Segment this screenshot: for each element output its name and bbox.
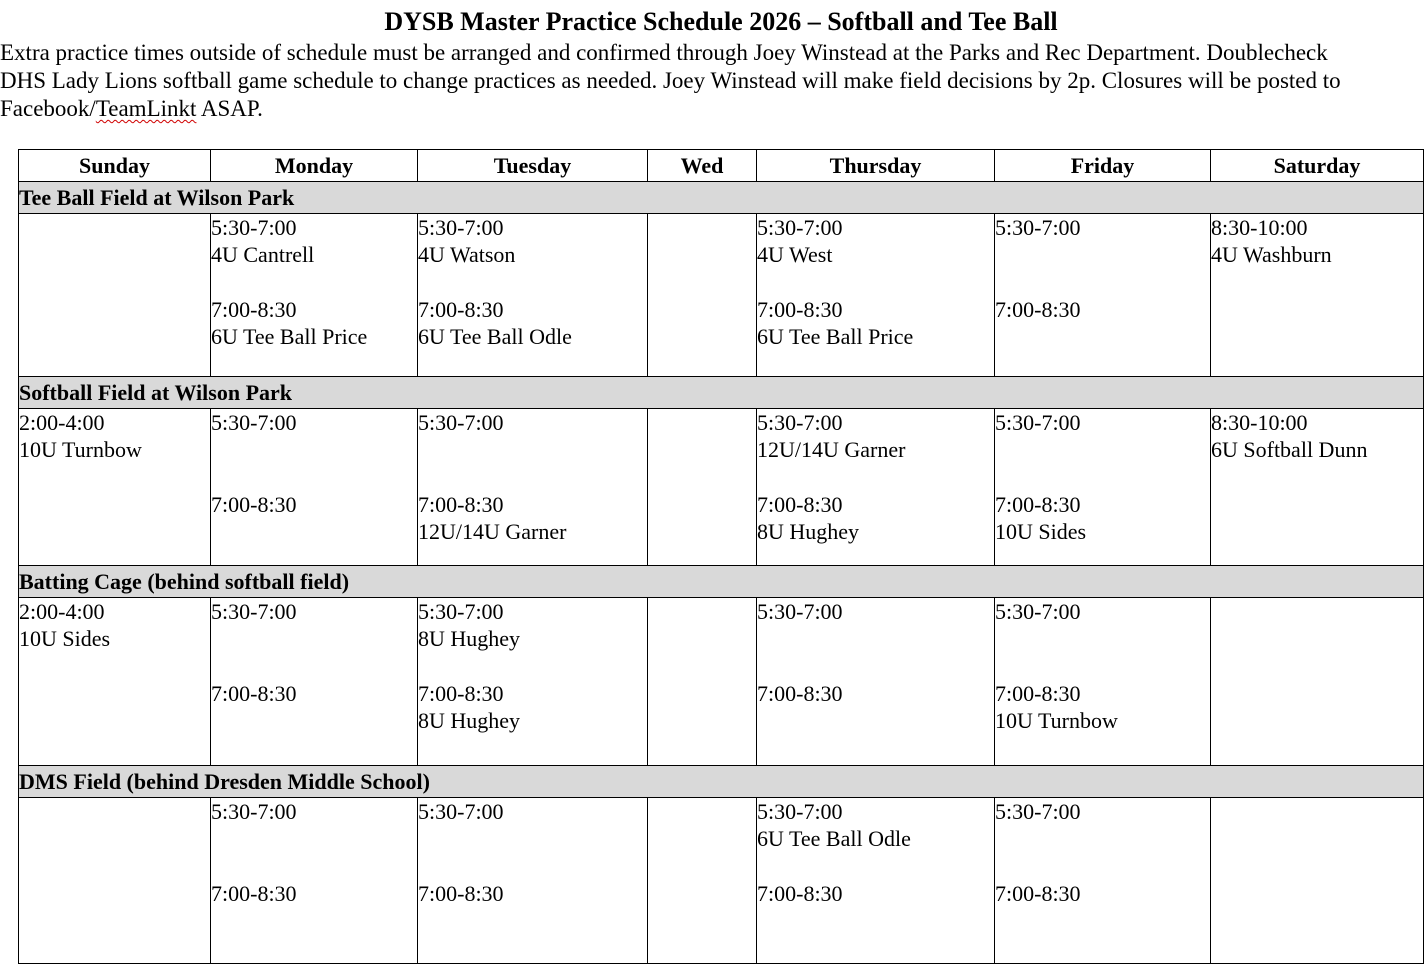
day-cell xyxy=(757,798,995,964)
practice-slot xyxy=(995,598,1210,652)
day-cell xyxy=(418,409,648,566)
practice-time: 7:00-8:30 xyxy=(995,297,1081,322)
intro-text: Facebook/ xyxy=(0,96,96,121)
practice-team xyxy=(211,436,417,463)
practice-time: 7:00-8:30 xyxy=(211,492,297,517)
practice-time: 5:30-7:00 xyxy=(995,799,1081,824)
schedule-table xyxy=(18,149,1424,964)
day-cell xyxy=(19,214,211,377)
practice-time: 7:00-8:30 xyxy=(211,297,297,322)
day-cell xyxy=(418,214,648,377)
day-cell xyxy=(211,409,418,566)
practice-time: 5:30-7:00 xyxy=(757,599,843,624)
practice-time: 7:00-8:30 xyxy=(757,681,843,706)
practice-team xyxy=(211,907,417,934)
day-header-row xyxy=(19,150,1424,182)
day-cell xyxy=(757,214,995,377)
practice-team: 4U West xyxy=(757,242,833,267)
day-header: Friday xyxy=(995,150,1211,182)
day-cell xyxy=(418,798,648,964)
practice-time: 5:30-7:00 xyxy=(211,799,297,824)
practice-time: 5:30-7:00 xyxy=(211,215,297,240)
practice-team: 10U Turnbow xyxy=(995,708,1118,733)
practice-slot xyxy=(757,491,994,545)
day-cell xyxy=(648,798,757,964)
practice-team: 6U Tee Ball Price xyxy=(211,324,368,349)
practice-team xyxy=(995,625,1210,652)
practice-slot xyxy=(757,680,994,734)
practice-time: 7:00-8:30 xyxy=(418,681,504,706)
day-cell xyxy=(1211,409,1424,566)
practice-slot xyxy=(757,880,994,934)
practice-team: 4U Watson xyxy=(418,242,516,267)
day-cell xyxy=(211,214,418,377)
practice-team: 8U Hughey xyxy=(418,626,521,651)
practice-slot xyxy=(418,491,647,545)
practice-team xyxy=(757,625,994,652)
practice-slot xyxy=(211,214,417,268)
practice-slot xyxy=(995,880,1210,934)
field-section-title: Softball Field at Wilson Park xyxy=(19,377,1424,409)
day-cell xyxy=(995,598,1211,766)
practice-team xyxy=(995,323,1210,350)
practice-time: 2:00-4:00 xyxy=(19,410,105,435)
field-section-title: Batting Cage (behind softball field) xyxy=(19,566,1424,598)
practice-slot xyxy=(19,409,210,463)
day-header: Thursday xyxy=(757,150,995,182)
practice-slot xyxy=(995,409,1210,463)
practice-team: 6U Tee Ball Odle xyxy=(757,826,911,851)
practice-team: 12U/14U Garner xyxy=(418,519,567,544)
practice-slot xyxy=(995,296,1210,350)
practice-time: 5:30-7:00 xyxy=(418,215,504,240)
schedule-row xyxy=(19,798,1424,964)
day-cell xyxy=(418,598,648,766)
practice-slot xyxy=(418,214,647,268)
practice-slot xyxy=(211,798,417,852)
practice-team xyxy=(211,707,417,734)
practice-time: 8:30-10:00 xyxy=(1211,410,1308,435)
day-cell xyxy=(1211,798,1424,964)
practice-slot xyxy=(418,880,647,934)
practice-time: 7:00-8:30 xyxy=(211,881,297,906)
practice-team: 10U Sides xyxy=(995,519,1087,544)
day-cell xyxy=(1211,598,1424,766)
day-cell xyxy=(211,598,418,766)
practice-time: 5:30-7:00 xyxy=(995,410,1081,435)
day-cell xyxy=(211,798,418,964)
practice-time: 5:30-7:00 xyxy=(757,215,843,240)
practice-slot xyxy=(418,680,647,734)
practice-time: 5:30-7:00 xyxy=(757,410,843,435)
practice-slot xyxy=(19,598,210,652)
day-header: Monday xyxy=(211,150,418,182)
practice-team xyxy=(418,436,647,463)
practice-slot xyxy=(757,214,994,268)
practice-team: 10U Turnbow xyxy=(19,437,142,462)
section-header-row xyxy=(19,566,1424,598)
schedule-row xyxy=(19,214,1424,377)
practice-team: 10U Sides xyxy=(19,626,111,651)
practice-time: 7:00-8:30 xyxy=(995,881,1081,906)
practice-slot xyxy=(1211,214,1423,268)
practice-slot xyxy=(995,798,1210,852)
practice-time: 5:30-7:00 xyxy=(418,799,504,824)
practice-time: 7:00-8:30 xyxy=(418,297,504,322)
day-cell xyxy=(648,598,757,766)
practice-team xyxy=(418,825,647,852)
day-header: Sunday xyxy=(19,150,211,182)
day-cell xyxy=(995,409,1211,566)
practice-time: 2:00-4:00 xyxy=(19,599,105,624)
intro-text: ASAP. xyxy=(196,96,263,121)
practice-slot xyxy=(995,214,1210,268)
intro-line xyxy=(0,95,1428,123)
practice-team: 8U Hughey xyxy=(757,519,860,544)
practice-slot xyxy=(211,598,417,652)
practice-slot xyxy=(418,296,647,350)
day-cell xyxy=(648,214,757,377)
practice-time: 5:30-7:00 xyxy=(757,799,843,824)
practice-slot xyxy=(211,296,417,350)
page-title: DYSB Master Practice Schedule 2026 – Softball and Tee Ball xyxy=(384,7,1058,36)
practice-slot xyxy=(211,680,417,734)
field-section-title: Tee Ball Field at Wilson Park xyxy=(19,182,1424,214)
day-cell xyxy=(995,214,1211,377)
practice-time: 7:00-8:30 xyxy=(757,297,843,322)
practice-time: 5:30-7:00 xyxy=(418,410,504,435)
day-cell xyxy=(19,409,211,566)
practice-time: 5:30-7:00 xyxy=(418,599,504,624)
intro-paragraph xyxy=(0,39,1428,123)
practice-slot xyxy=(418,798,647,852)
practice-team: 4U Cantrell xyxy=(211,242,315,267)
practice-time: 7:00-8:30 xyxy=(995,681,1081,706)
practice-team xyxy=(995,436,1210,463)
section-header-row xyxy=(19,377,1424,409)
day-header: Tuesday xyxy=(418,150,648,182)
practice-time: 5:30-7:00 xyxy=(211,410,297,435)
practice-team xyxy=(757,907,994,934)
practice-team xyxy=(995,825,1210,852)
day-header: Saturday xyxy=(1211,150,1424,182)
practice-team xyxy=(995,241,1210,268)
practice-slot xyxy=(757,296,994,350)
day-cell xyxy=(757,598,995,766)
section-header-row xyxy=(19,766,1424,798)
practice-time: 5:30-7:00 xyxy=(211,599,297,624)
practice-slot xyxy=(757,798,994,852)
practice-slot xyxy=(211,491,417,545)
practice-time: 7:00-8:30 xyxy=(757,881,843,906)
day-cell xyxy=(648,409,757,566)
practice-team: 6U Tee Ball Odle xyxy=(418,324,572,349)
practice-team xyxy=(757,707,994,734)
practice-team xyxy=(418,907,647,934)
practice-team: 12U/14U Garner xyxy=(757,437,906,462)
practice-team: 4U Washburn xyxy=(1211,242,1332,267)
section-header-row xyxy=(19,182,1424,214)
practice-team xyxy=(995,907,1210,934)
practice-time: 7:00-8:30 xyxy=(418,492,504,517)
intro-line: DHS Lady Lions softball game schedule to change practices as needed. Joey Winstead will make field decisions by 2p. Closures will be posted to xyxy=(0,68,1341,93)
field-section-title: DMS Field (behind Dresden Middle School) xyxy=(19,766,1424,798)
practice-team: 6U Softball Dunn xyxy=(1211,437,1368,462)
practice-team: 8U Hughey xyxy=(418,708,521,733)
day-cell xyxy=(757,409,995,566)
practice-slot xyxy=(418,598,647,652)
day-cell xyxy=(19,598,211,766)
practice-slot xyxy=(1211,409,1423,463)
practice-time: 8:30-10:00 xyxy=(1211,215,1308,240)
practice-team xyxy=(211,518,417,545)
schedule-row xyxy=(19,409,1424,566)
practice-time: 5:30-7:00 xyxy=(995,599,1081,624)
practice-slot xyxy=(995,491,1210,545)
practice-slot xyxy=(418,409,647,463)
day-cell xyxy=(1211,214,1424,377)
practice-slot xyxy=(757,598,994,652)
intro-line: Extra practice times outside of schedule must be arranged and confirmed through Joey Winstead at the Parks and Rec Department. Doublecheck xyxy=(0,40,1328,65)
practice-slot xyxy=(211,409,417,463)
practice-time: 5:30-7:00 xyxy=(995,215,1081,240)
day-header: Wed xyxy=(648,150,757,182)
practice-time: 7:00-8:30 xyxy=(418,881,504,906)
practice-team: 6U Tee Ball Price xyxy=(757,324,914,349)
practice-time: 7:00-8:30 xyxy=(757,492,843,517)
practice-team xyxy=(211,625,417,652)
practice-time: 7:00-8:30 xyxy=(995,492,1081,517)
day-cell xyxy=(19,798,211,964)
spellcheck-flagged-word[interactable]: TeamLinkt xyxy=(95,96,197,121)
practice-slot xyxy=(995,680,1210,734)
practice-team xyxy=(211,825,417,852)
practice-slot xyxy=(211,880,417,934)
practice-time: 7:00-8:30 xyxy=(211,681,297,706)
day-cell xyxy=(995,798,1211,964)
practice-slot xyxy=(757,409,994,463)
schedule-row xyxy=(19,598,1424,766)
